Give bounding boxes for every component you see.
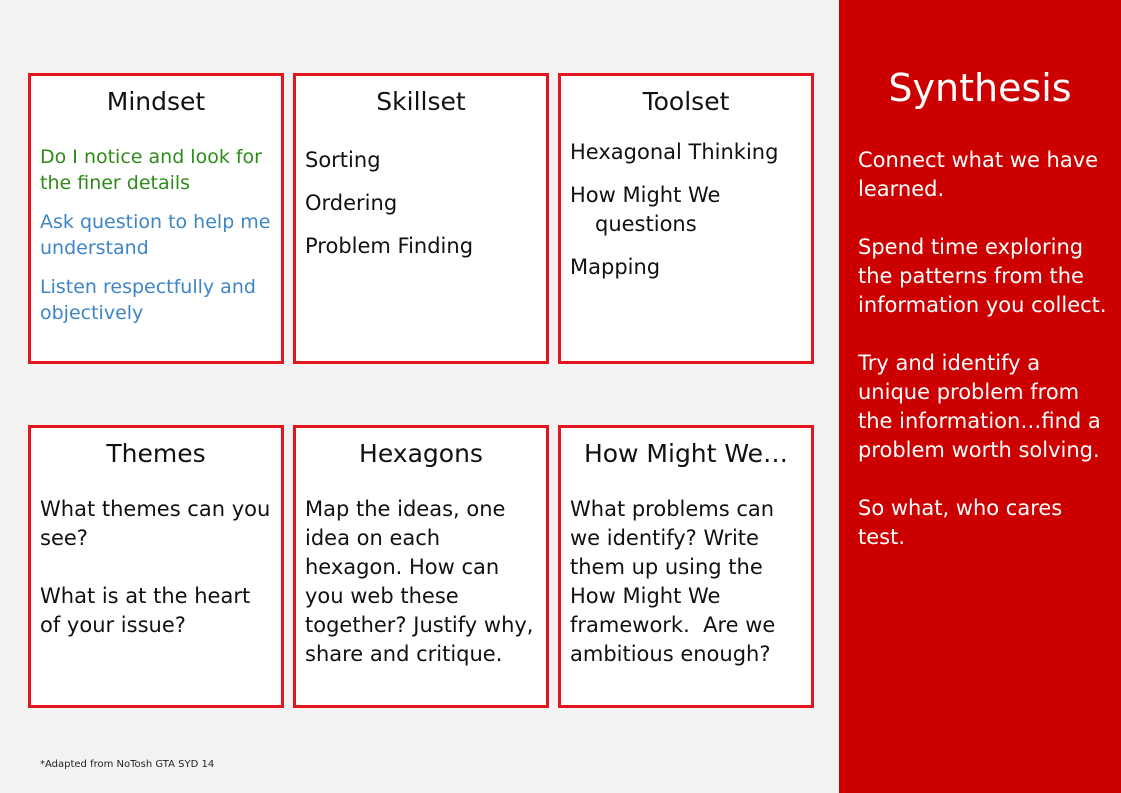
mindset-item: Do I notice and look for the finer details <box>40 146 262 194</box>
toolset-item: Hexagonal Thinking <box>570 140 779 164</box>
toolset-title: Toolset <box>642 87 730 116</box>
toolset-item: Mapping <box>570 255 661 279</box>
hexagons-title: Hexagons <box>359 439 483 468</box>
synthesis-panel <box>839 0 1121 793</box>
skillset-item: Problem Finding <box>305 234 474 258</box>
mindset-card <box>28 73 284 364</box>
skillset-title: Skillset <box>376 87 466 116</box>
hexagons-paragraph: Map the ideas, one idea on each hexagon. How can you web these together? Justify why, share and critique. <box>305 497 541 666</box>
how-might-we-paragraph: What problems can we identify? Write them up using the How Might We framework. Are we ambitious enough? <box>570 497 783 666</box>
toolset-list <box>570 138 805 296</box>
themes-card <box>28 425 284 708</box>
synthesis-paragraph: Spend time exploring the patterns from the information you collect. <box>858 235 1107 317</box>
mindset-item: Ask question to help me understand <box>40 211 271 259</box>
footnote: *Adapted from NoTosh GTA SYD 14 <box>40 759 215 770</box>
mindset-item: Listen respectfully and objectively <box>40 276 256 324</box>
toolset-item-continuation: questions <box>595 212 697 236</box>
hexagons-body <box>305 495 540 669</box>
synthesis-paragraph: So what, who cares test. <box>858 496 1063 549</box>
synthesis-paragraph: Connect what we have learned. <box>858 148 1099 201</box>
mindset-list <box>40 144 275 339</box>
themes-paragraph: What is at the heart of your issue? <box>40 584 257 637</box>
skillset-list <box>305 146 540 275</box>
synthesis-title: Synthesis <box>888 66 1072 110</box>
how-might-we-title: How Might We… <box>583 439 789 468</box>
how-might-we-card <box>558 425 814 708</box>
toolset-item <box>570 181 805 239</box>
themes-body <box>40 495 275 640</box>
synthesis-body <box>858 146 1113 581</box>
themes-title: Themes <box>106 439 206 468</box>
skillset-item: Ordering <box>305 191 398 215</box>
themes-paragraph: What themes can you see? <box>40 497 277 550</box>
mindset-title: Mindset <box>106 87 206 116</box>
how-might-we-body <box>570 495 805 669</box>
hexagons-card <box>293 425 549 708</box>
synthesis-paragraph: Try and identify a unique problem from the information…find a problem worth solving. <box>858 351 1101 462</box>
toolset-card <box>558 73 814 364</box>
skillset-card <box>293 73 549 364</box>
skillset-item: Sorting <box>305 148 381 172</box>
toolset-item-text: How Might We <box>570 183 721 207</box>
